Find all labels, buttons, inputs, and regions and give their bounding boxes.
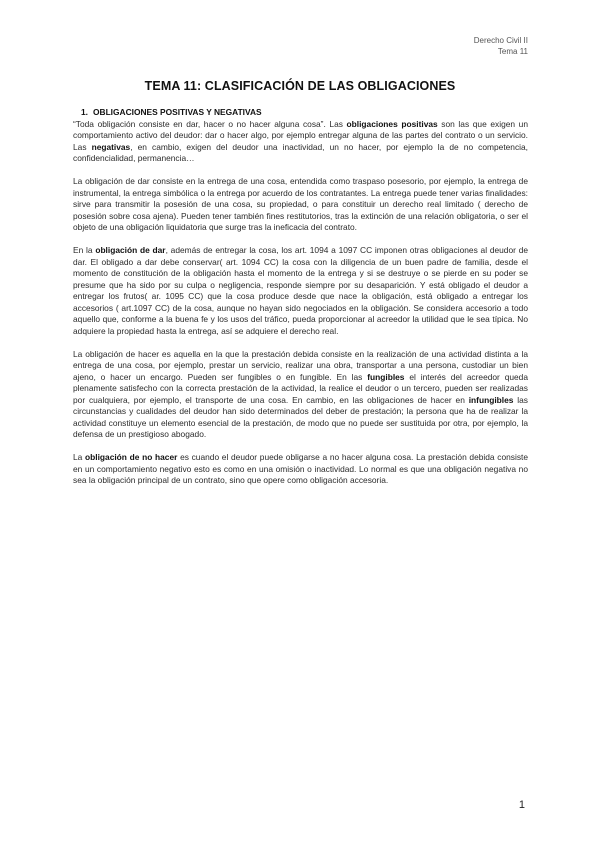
p1-bold-negativas: negativas — [91, 141, 131, 152]
p1-text-a: “Toda obligación consiste en dar, hacer o no hacer alguna cosa”. Las — [73, 118, 347, 129]
paragraph-3 — [73, 245, 528, 337]
paragraph-1 — [73, 119, 528, 165]
p3-text-c: , además de entregar la cosa, los art. 1094 a 1097 CC imponen otras obligaciones al deudor de dar. El obligado a dar debe conservar( art. 1094 CC) la cosa con la diligencia de un buen padre de familia, desde el momento de constitución de la obligación hasta el momento de la entrega y si se destruye o se pierde en su poder se presume que ha sido por su culpa o negligencia, responde siempre por su desaparición. Y está obligado el deudor a entregar los frutos( ar. 1095 CC) que la cosa produce desde que nace la obligación, está obligado a entregar los accesorios ( art.1097 CC) de la cosa, aunque no hayan sido negociados en la obligación. Se considera accesorio a todo aquello que, conforme a la buena fe y los usos del tráfico, pueda proporcionar al acreedor la utilidad que le sea típica. No adquiere la propiedad hasta la entrega, así se adquiere el derecho real. — [73, 245, 529, 336]
p5-text-a: La — [73, 452, 86, 462]
p4-bold-fungibles: fungibles — [367, 371, 405, 382]
header-topic: Tema 11 — [497, 47, 528, 56]
section-number: 1. — [81, 107, 88, 117]
p4-bold-infungibles: infungibles — [468, 394, 514, 405]
p1-text-c: son las que exigen un comportamiento activo del deudor: dar o hacer algo, por ejemplo entregar alguna de las partes del contrato o un servicio. Las — [73, 118, 528, 152]
p5-text-c: es cuando el deudor puede obligarse a no hacer alguna cosa. La prestación debida consiste en un comportamiento negativo esto es como en una omisión o inactividad. Lo normal es que una obligación negativa no sea la obligación principal de un contrato, sino que opere como obligación accesoria. — [73, 452, 529, 485]
p4-text-c: el interés del acreedor queda plenamente satisfecho con la correcta prestación de la actividad, la realice el deudor o un tercero, pueden ser realizadas por cualquiera, por ejemplo, el transporte de una cosa. En cambio, en las obligaciones de hacer en — [73, 371, 528, 405]
page-title: TEMA 11: CLASIFICACIÓN DE LAS OBLIGACIONES — [144, 79, 456, 93]
p4-text-e: las circunstancias y cualidades del deudor han sido determinados del deber de prestación; la persona que ha de realizar la actividad constituye un elemento esencial de la prestación, de modo que no puede ser sustituida por otra, por ejemplo, la defensa de un prestigioso abogado. — [73, 394, 528, 439]
p3-text-a: En la — [73, 245, 96, 255]
page-number: 1 — [518, 799, 525, 811]
paragraph-5 — [73, 452, 528, 487]
p1-bold-positivas: obligaciones positivas — [346, 118, 438, 129]
document-body — [73, 107, 528, 498]
p1-text-e: , en cambio, exigen del deudor una inactividad, un no hacer, por ejemplo la de no competencia, confidencialidad, permanencia… — [73, 141, 528, 163]
header-subject: Derecho Civil II — [473, 36, 528, 45]
document-header — [474, 35, 528, 57]
p4-text-a: La obligación de hacer es aquella en la que la prestación debida consiste en la realización de una actividad distinta a la entrega de una cosa, por ejemplo, prestar un servicio, realizar una obra, transportar a una persona, custodiar un bien ajeno, o hacer un encargo. Pueden ser fungibles o en fungible. En las — [73, 348, 528, 382]
p3-bold-obligacion-de-dar: obligación de dar — [95, 245, 166, 255]
section-title: OBLIGACIONES POSITIVAS Y NEGATIVAS — [93, 107, 262, 117]
p5-bold-obligacion-de-no-hacer: obligación de no hacer — [85, 452, 178, 462]
paragraph-2: La obligación de dar consiste en la entrega de una cosa, entendida como traspaso posesorio, por ejemplo, la entrega de instrumental, la entrega simbólica o la entrega por acuerdo de los contratantes. La entrega puede tener varias finalidades: sirve para transmitir la posesión de una cosa, su propiedad, o para constituir un derecho real limitado ( derecho de posesión sobre cosa ajena). Pueden tener también fines restitutorios, tras la extinción de una relación obligatoria, o ser el objeto de una obligación liquidatoria que surge tras la ineficacia del contrato. — [73, 176, 528, 232]
section-heading — [81, 107, 528, 119]
paragraph-4 — [73, 349, 528, 441]
